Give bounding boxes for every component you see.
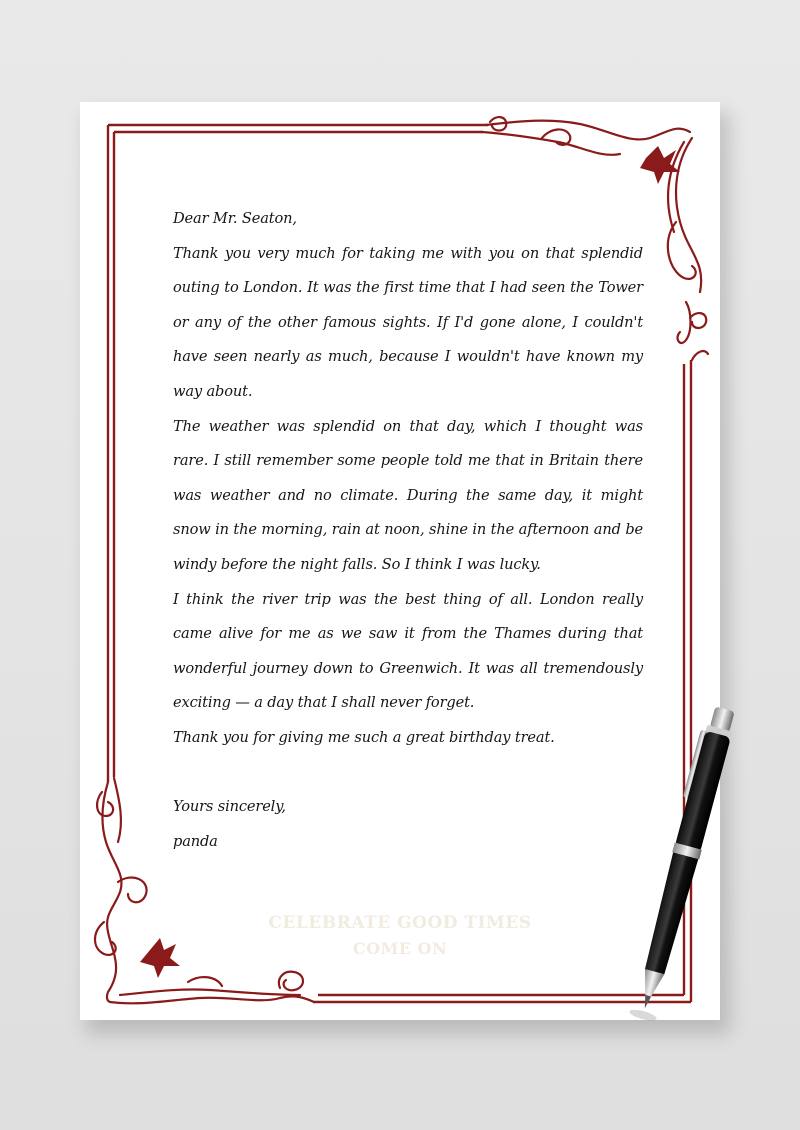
paragraph-3: I think the river trip was the best thing of all. London really came alive for me as we saw it from the Thames during that wonderful journey down to Greenwich. It was all tremendously exciting — a day that I shall never forget. (173, 590, 643, 712)
watermark (210, 910, 590, 962)
paragraph-4: Thank you for giving me such a great birthday treat. (173, 728, 555, 746)
signature: panda (173, 832, 218, 850)
watermark-line-2: COME ON (352, 939, 448, 958)
pen-icon (600, 700, 760, 1030)
salutation: Dear Mr. Seaton, (173, 210, 297, 227)
letter-body (173, 202, 643, 859)
closing: Yours sincerely, (173, 798, 286, 816)
paragraph-2: The weather was splendid on that day, which I thought was rare. I still remember some people told me that in Britain there was weather and no climate. During the same day, it might snow in the morning, rain at noon, shine in the afternoon and be windy before the night falls. So I think I was lucky. (173, 417, 643, 573)
watermark-line-1: CELEBRATE GOOD TIMES (268, 913, 532, 933)
paragraph-1: Thank you very much for taking me with you on that splendid outing to London. It was the first time that I had seen the Tower or any of the other famous sights. If I'd gone alone, I couldn't have seen nearly as much, because I wouldn't have known my way about. (173, 244, 643, 400)
spacer (173, 756, 643, 791)
